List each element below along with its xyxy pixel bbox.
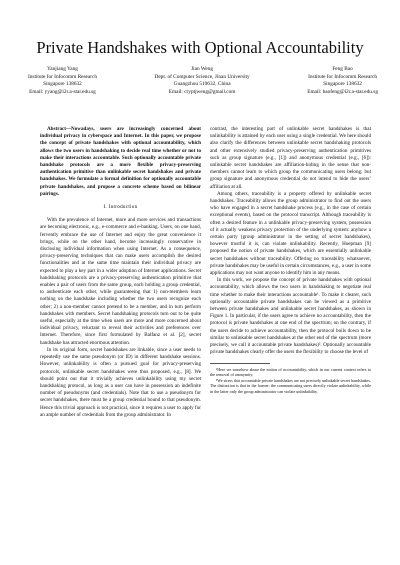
author-location: Singapore 138632	[43, 81, 82, 88]
right-column	[210, 126, 371, 394]
footnote: ¹Here we somehow abuse the notion of accountability, which in our current context refers to the removal of anonymity.	[210, 366, 371, 378]
abstract: Abstract—Nowadays, users are increasingly concerned about individual privacy in cyberspace and Internet. In this paper, we propose the concept of private handshakes with optional accountability, which allows the two users in handshaking to decide real time whether or not to make their interactions accountable. Such optionally accountable private handshake protocols are a more flexible privacy-preserving authentication primitive than unlinkable secret handshakes and private handshakes. We formulate a formal definition for optionally accountable private handshakes, and propose a concrete scheme based on bilinear pairings.	[40, 126, 201, 197]
body-paragraph: With the prevalence of Internet, more and more services and transactions are becoming electronic, e.g., e-commerce and e-banking. Users, on one hand, fervently embrace the use of Internet and enjoy the great convenience it brings, while on the other hand, become increasingly conservative in disclosing individual information when using Internet. As a consequence, privacy-preserving techniques that can make users accomplish the desired functionalities and at the same time maintain their individual privacy are expected to play a key part in a wider adoption of Internet applications. Secret handshaking protocols are a privacy-preserving authentication primitive that enables a pair of users from the same group, each holding a group credential, to authenticate each other, while guaranteeing that 1) non-members learn nothing on the handshake including whether the two users recognize each other; 2) a non-member cannot pretend to be a member, and in turn perform handshakes with members. Secret handshaking protocols turn out to be quite useful, especially at the time when users are more and more concerned about individual privacy, reluctant to reveal their activities and preferences over Internet. Therefore, since first formulated by Balfanz et al. [2], secret handshake has attracted enormous attention.	[40, 217, 201, 346]
body-paragraph: Among others, traceability is a property offered by unlinkable secret handshakes. Traceability allows the group administrator to find out the users who have engaged in a secret handshake process (e.g., in the case of certain exceptional events), based on the protocol transcript. Although traceability is often a desired feature in a unlinkable privacy-preserving system, possession of it actually weakens privacy protection of the underlying system: anyhow a certain party (group administrator in the setting of secret handshakes), however trustful it is, can violate unlinkability. Recently, Hoepman [9] proposed the notion of private handshakes, which are essentially unlinkable secret handshakes without traceability. Offering no traceability whatsoever, private handshakes may be useful in certain circumstances, e.g., a user in some applications may not want anyone to identify him in any means.	[210, 190, 371, 277]
author-email: Email: yyang@i2r.a-star.edu.sg	[29, 88, 96, 95]
author-affiliation: Institute for Infocomm Research	[308, 73, 378, 80]
author-affiliation: Dept. of Computer Science, Jinan University	[154, 73, 250, 80]
body-paragraph: In this work, we propose the concept of private handshakes with optional accountability, which allows the two users in handshaking to negotiate real time whether to make their interactions accountable¹. To make it clearer, such optionally accountable private handshakes can be viewed as a primitive between private handshakes and unlinkable secret handshakes, as shown in Figure 1. In particular, if the users agree to achieve no accountability, then the protocol is private handshakes at one end of the spectrum; on the contrary, if the users decide to achieve accountability, then the protocol boils down to be similar to unlinkable secret handshakes at the other end of the spectrum (more precisely, we call it accountable private handshakes)². Optionally accountable private handshakes clearly offer the users the flexibility to choose the level of	[210, 277, 371, 356]
footnote: ²We stress that accountable private handshakes are not precisely unlinkable secret handshakes. The distinction is that in the former, the communicating users directly violate unlinkability, while in the latter only the group administrator can violate unlinkability.	[210, 377, 371, 394]
author-email: Email: baofeng@i2r.a-star.edu.sg	[307, 88, 378, 95]
author-name: Feng Bao	[332, 66, 353, 72]
body-paragraph: In its original form, secret handshakes are linkable, since a user needs to repeatedly use the same pseudonym (or ID) in different handshake sessions. However, unlinkability is often a pursued goal for privacy-preserving protocols, unlinkable secret handshakes were thus proposed, e.g., [8]. We should point out that it trivially achieves unlinkability using my secret handshaking protocol, as long as a user can have in possession an indefinite number of pseudonyms (and credentials). Note that to use a pseudonym for secret handshakes, there must be a group credential bound to that pseudonym. Hence this trivial approach is not practical, since it requires a user to apply for an ample number of credentials from the group administrator. In	[40, 346, 201, 418]
author-location: Singapore 138632	[323, 81, 362, 88]
author-2	[155, 66, 250, 96]
author-3	[307, 66, 378, 96]
section-heading-introduction: I. Introduction	[103, 204, 138, 211]
author-affiliation: Institute for Infocomm Research	[28, 73, 97, 80]
author-email: Email: cryptjweng@gmail.com	[168, 88, 236, 95]
footnote-rule	[210, 363, 270, 364]
body-paragraph: contrast, the interesting part of unlinkable secret handshakes is that unlinkability is attained by each user using a single credential. We here should also clarify the differences between unlinkable secret handshaking protocols and other extensively studied privacy-preserving authentication primitives such as group signature (e.g., [1]) and anonymous credential (e.g., [6]): unlinkable secret handshakes are affiliation-hiding in the sense that non-members cannot learn to which group the communicating users belong; but group signature and anonymous credential do not intend to hide the users’ affiliation at all.	[210, 126, 371, 190]
author-location: Guangzhou 510632, China	[173, 81, 231, 88]
author-name: Yanjiang Yang	[47, 66, 78, 72]
author-1	[28, 66, 97, 96]
author-block	[28, 66, 378, 96]
author-name: Jian Weng	[191, 66, 214, 72]
left-column	[40, 126, 201, 419]
paper-title: Private Handshakes with Optional Accountability	[36, 38, 364, 57]
